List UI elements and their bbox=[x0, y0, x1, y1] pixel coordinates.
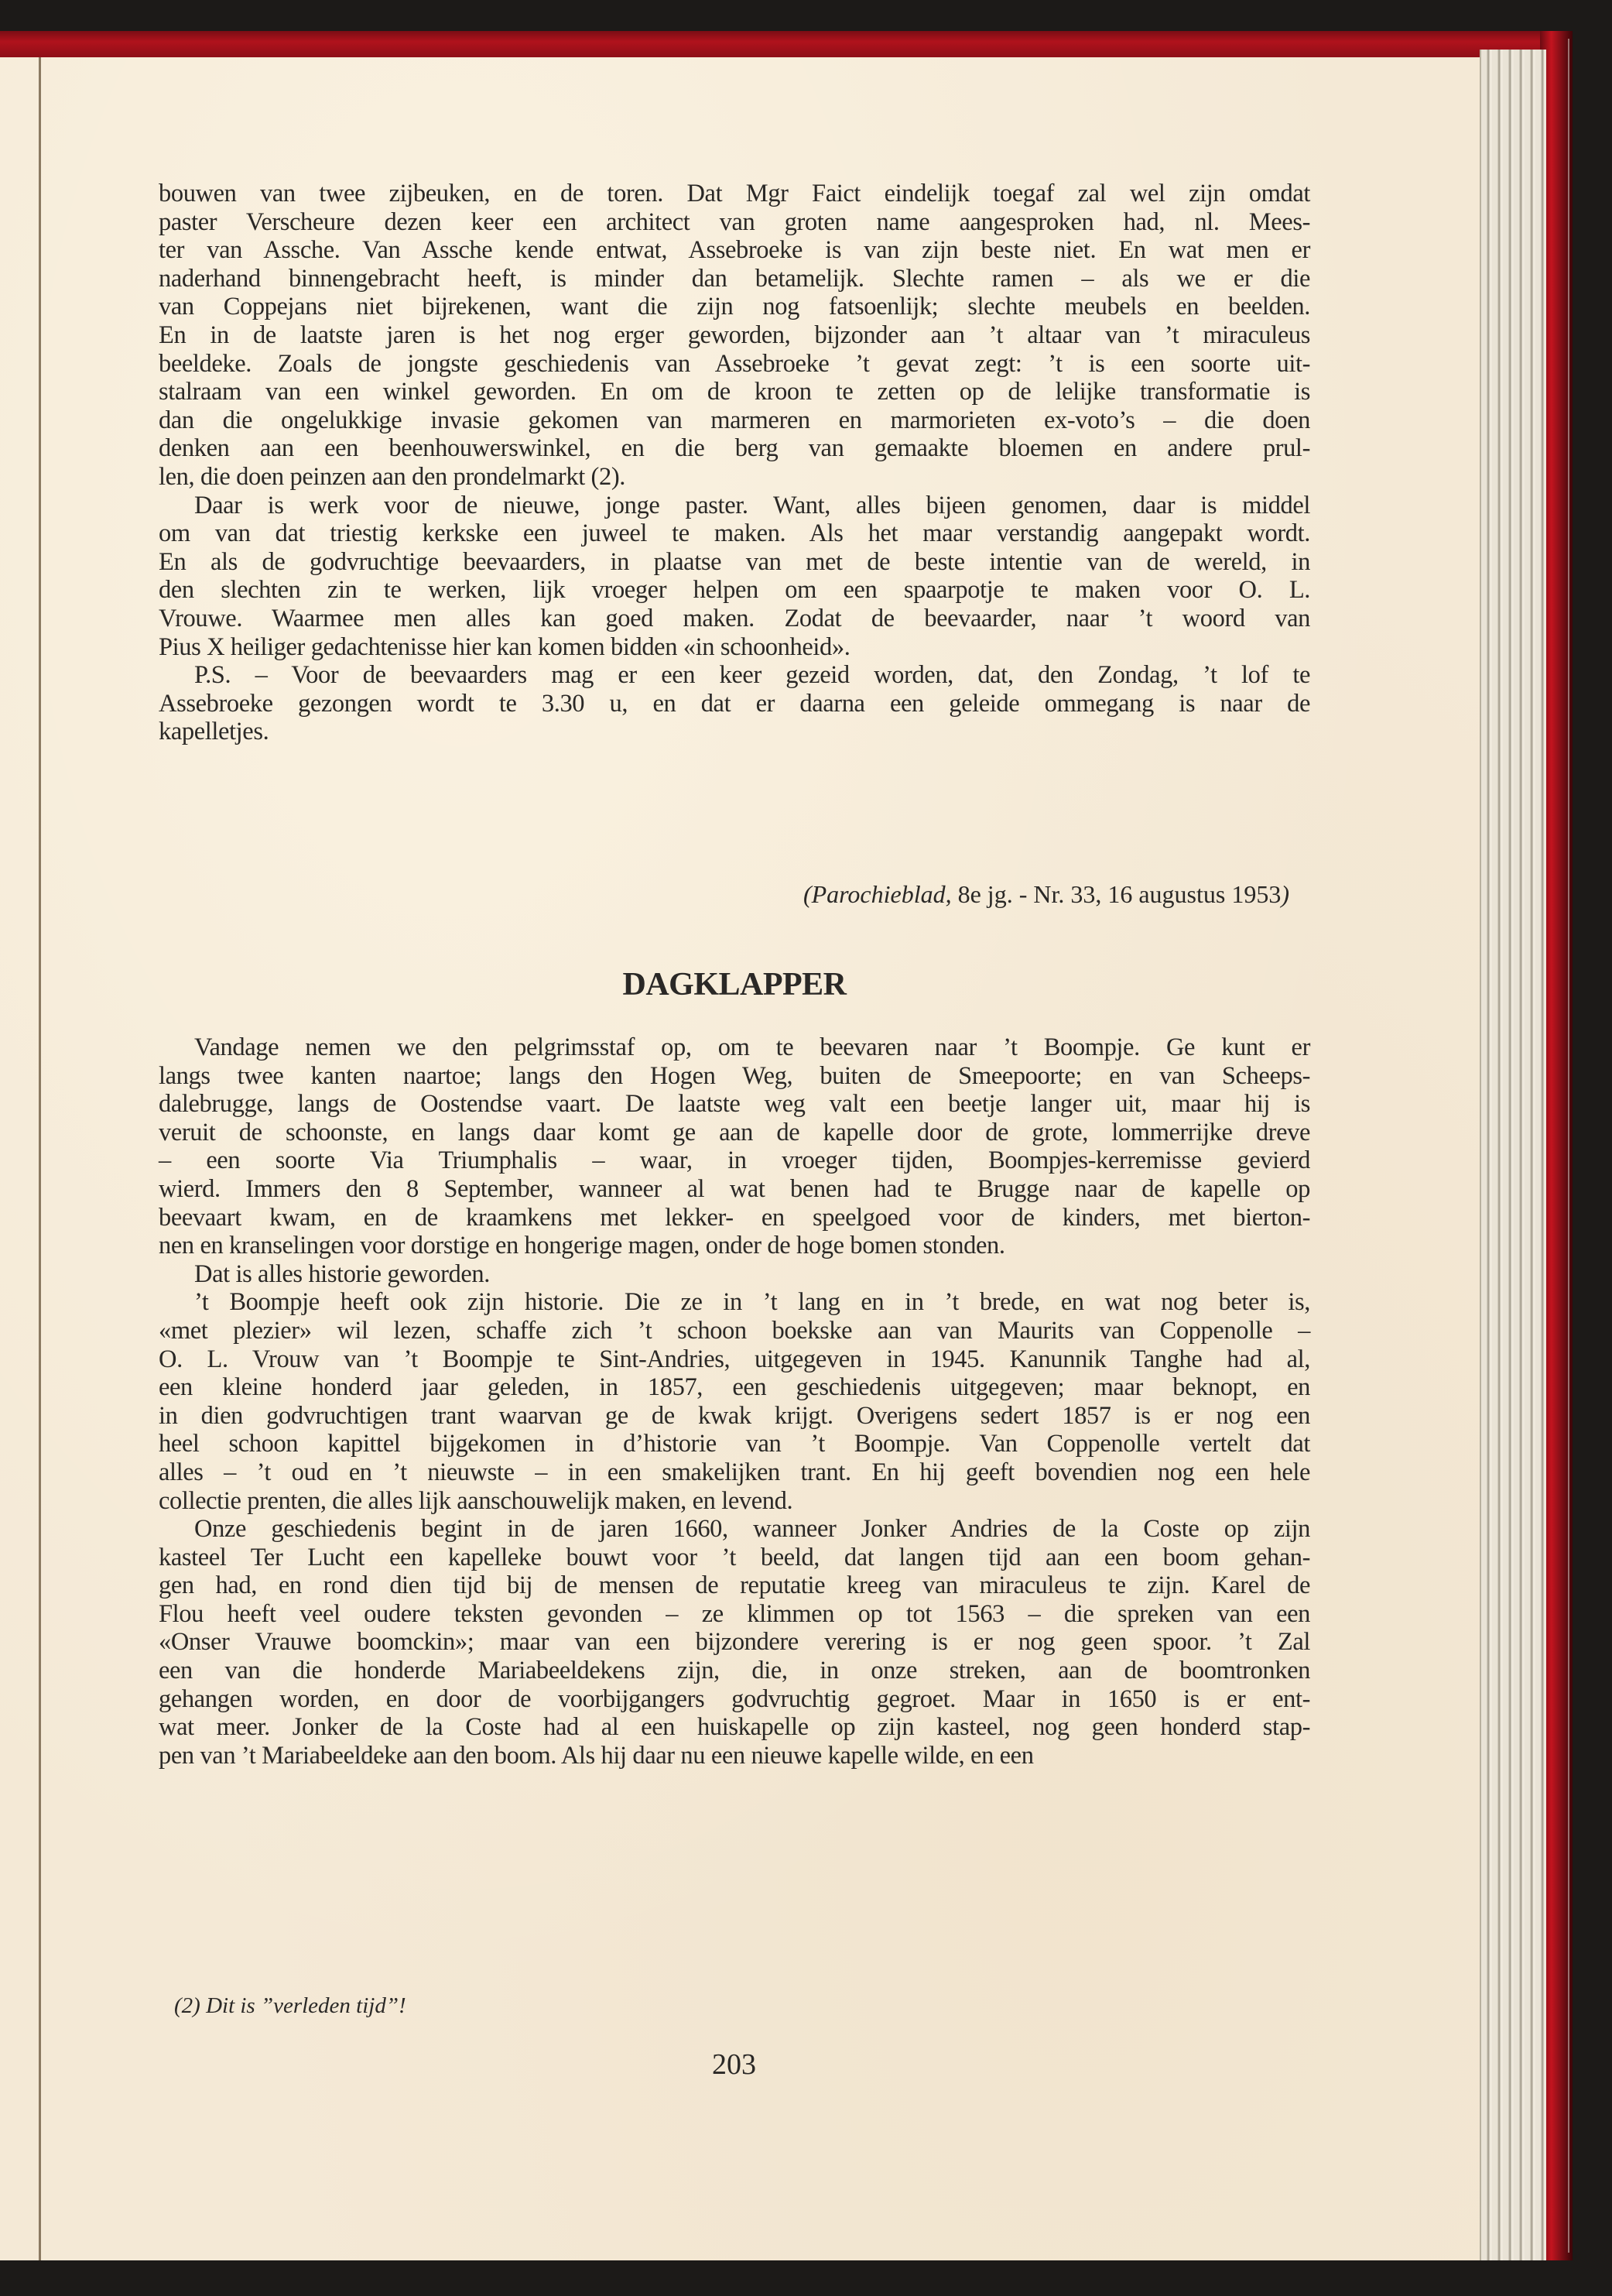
citation-source: (Parochieblad, bbox=[803, 880, 952, 908]
text-line: naderhand binnengebracht heeft, is minder dan betamelijk. Slechte ramen – als we er die bbox=[159, 264, 1310, 293]
citation bbox=[735, 880, 1289, 909]
text-line: een kleine honderd jaar geleden, in 1857, een geschiedenis uitgegeven; maar beknopt, en bbox=[159, 1373, 1310, 1402]
text-line: Onze geschiedenis begint in de jaren 1660, wanneer Jonker Andries de la Coste op zijn bbox=[194, 1515, 1310, 1544]
text-line: dan die ongelukkige invasie gekomen van marmeren en marmorieten ex-voto’s – die doen bbox=[159, 406, 1310, 434]
text-line: Daar is werk voor de nieuwe, jonge paster. Want, alles bijeen genomen, daar is middel bbox=[194, 491, 1310, 519]
footnote: (2) Dit is ”verleden tijd”! bbox=[174, 1993, 406, 2018]
text-line: nen en kranselingen voor dorstige en hongerige magen, onder de hoge bomen stonden. bbox=[159, 1232, 1005, 1260]
text-line: wierd. Immers den 8 September, wanneer al wat benen had te Brugge naar de kapelle op bbox=[159, 1174, 1310, 1203]
page-edges bbox=[1480, 50, 1546, 2260]
text-line: Dat is alles historie geworden. bbox=[194, 1259, 491, 1288]
text-line: beeldeke. Zoals de jongste geschiedenis van Assebroeke ’t gevat zegt: ’t is een soorte uit- bbox=[159, 349, 1310, 378]
text-line: veruit de schoonste, en langs daar komt ge aan de kapelle door de grote, lommerrijke dreve bbox=[159, 1118, 1310, 1146]
text-line: pen van ’t Mariabeeldeke aan den boom. Als hij daar nu een nieuwe kapelle wilde, en een bbox=[159, 1741, 1034, 1770]
section-heading: DAGKLAPPER bbox=[622, 967, 847, 1002]
text-line: Flou heeft veel oudere teksten gevonden – ze klimmen op tot 1563 – die spreken van een bbox=[159, 1599, 1310, 1628]
page-number: 203 bbox=[712, 2048, 756, 2081]
text-line: ’t Boompje heeft ook zijn historie. Die ze in ’t lang en in ’t brede, en wat nog beter is, bbox=[194, 1288, 1310, 1317]
text-line: van Coppejans niet bijrekenen, want die zijn nog fatsoenlijk; slechte meubels en beelden. bbox=[159, 293, 1310, 321]
text-line: – een soorte Via Triumphalis – waar, in vroeger tijden, Boompjes-kerremisse gevierd bbox=[159, 1146, 1310, 1175]
text-line: En in de laatste jaren is het nog erger geworden, bijzonder aan ’t altaar van ’t miraculeus bbox=[159, 320, 1310, 349]
text-line: paster Verscheure dezen keer een architect van groten name aangesproken had, nl. Mees- bbox=[159, 207, 1310, 236]
text-line: denken aan een beenhouwerswinkel, en die berg van gemaakte bloemen en andere prul- bbox=[159, 434, 1310, 463]
citation-details: 8e jg. - Nr. 33, 16 augustus 1953 bbox=[951, 880, 1282, 908]
section-2-text bbox=[159, 1033, 1310, 1770]
text-line: om van dat triestig kerkske een juweel te maken. Als het maar verstandig aangepakt wordt. bbox=[159, 519, 1310, 548]
text-line: ter van Assche. Van Assche kende entwat, Assebroeke is van zijn beste niet. En wat men er bbox=[159, 236, 1310, 265]
text-line: «met plezier» wil lezen, schaffe zich ’t schoon boekske aan van Maurits van Coppenolle – bbox=[159, 1316, 1310, 1345]
text-line: P.S. – Voor de beevaarders mag er een keer gezeid worden, dat, den Zondag, ’t lof te bbox=[194, 661, 1310, 690]
text-line: «Onser Vrauwe boomckin»; maar van een bijzondere verering is er nog geen spoor. ’t Zal bbox=[159, 1628, 1310, 1657]
text-line: wat meer. Jonker de la Coste had al een huiskapelle op zijn kasteel, nog geen honderd stap- bbox=[159, 1713, 1310, 1742]
text-line: langs twee kanten naartoe; langs den Hogen Weg, buiten de Smeepoorte; en van Scheeps- bbox=[159, 1061, 1310, 1090]
cover-edge-highlight bbox=[1568, 39, 1569, 2253]
text-line: Vrouwe. Waarmee men alles kan goed maken. Zodat de beevaarder, naar ’t woord van bbox=[159, 604, 1310, 632]
text-line: Assebroeke gezongen wordt te 3.30 u, en dat er daarna een geleide ommegang is naar de bbox=[159, 689, 1310, 718]
citation-close: ) bbox=[1281, 880, 1289, 908]
text-line: gehangen worden, en door de voorbijgangers godvruchtig gegroet. Maar in 1650 is er ent- bbox=[159, 1684, 1310, 1713]
text-line: bouwen van twee zijbeuken, en de toren. Dat Mgr Faict eindelijk toegaf zal wel zijn omdat bbox=[159, 180, 1310, 207]
text-line: Vandage nemen we den pelgrimsstaf op, om te beevaren naar ’t Boompje. Ge kunt er bbox=[194, 1033, 1310, 1061]
text-line: beevaart kwam, en de kraamkens met lekker- en speelgoed voor de kinders, met bierton- bbox=[159, 1203, 1310, 1232]
section-1-text bbox=[159, 180, 1310, 746]
text-line: in dien godvruchtigen trant waarvan ge de kwak krijgt. Overigens sedert 1857 is er nog een bbox=[159, 1401, 1310, 1430]
text-line: kapelletjes. bbox=[159, 718, 269, 746]
page-gutter bbox=[39, 57, 41, 2260]
text-line: Pius X heiliger gedachtenisse hier kan komen bidden «in schoonheid». bbox=[159, 632, 850, 661]
text-line: gen had, en rond dien tijd bij de mensen de reputatie kreeg van miraculeus te zijn. Karel de bbox=[159, 1571, 1310, 1600]
text-line: len, die doen peinzen aan den prondelmarkt (2). bbox=[159, 462, 625, 491]
text-line: den slechten zin te werken, lijk vroeger helpen om een spaarpotje te maken voor O. L. bbox=[159, 576, 1310, 605]
text-line: collectie prenten, die alles lijk aanschouwelijk maken, en levend. bbox=[159, 1486, 793, 1515]
text-line: een van die honderde Mariabeeldekens zijn, die, in onze streken, aan de boomtronken bbox=[159, 1657, 1310, 1685]
text-line: alles – ’t oud en ’t nieuwste – in een smakelijken trant. En hij geeft bovendien nog een hele bbox=[159, 1458, 1310, 1486]
book-cover-top bbox=[0, 31, 1573, 57]
text-line: dalebrugge, langs de Oostendse vaart. De laatste weg valt een beetje langer uit, maar hij is bbox=[159, 1090, 1310, 1119]
text-line: heel schoon kapittel bijgekomen in d’historie van ’t Boompje. Van Coppenolle vertelt dat bbox=[159, 1430, 1310, 1458]
text-line: O. L. Vrouw van ’t Boompje te Sint-Andries, uitgegeven in 1945. Kanunnik Tanghe had al, bbox=[159, 1345, 1310, 1373]
text-line: kasteel Ter Lucht een kapelleke bouwt voor ’t beeld, dat langen tijd aan een boom gehan- bbox=[159, 1543, 1310, 1571]
text-line: En als de godvruchtige beevaarders, in plaatse van met de beste intentie van de wereld, in bbox=[159, 547, 1310, 576]
text-line: stalraam van een winkel geworden. En om de kroon te zetten op de lelijke transformatie is bbox=[159, 378, 1310, 406]
